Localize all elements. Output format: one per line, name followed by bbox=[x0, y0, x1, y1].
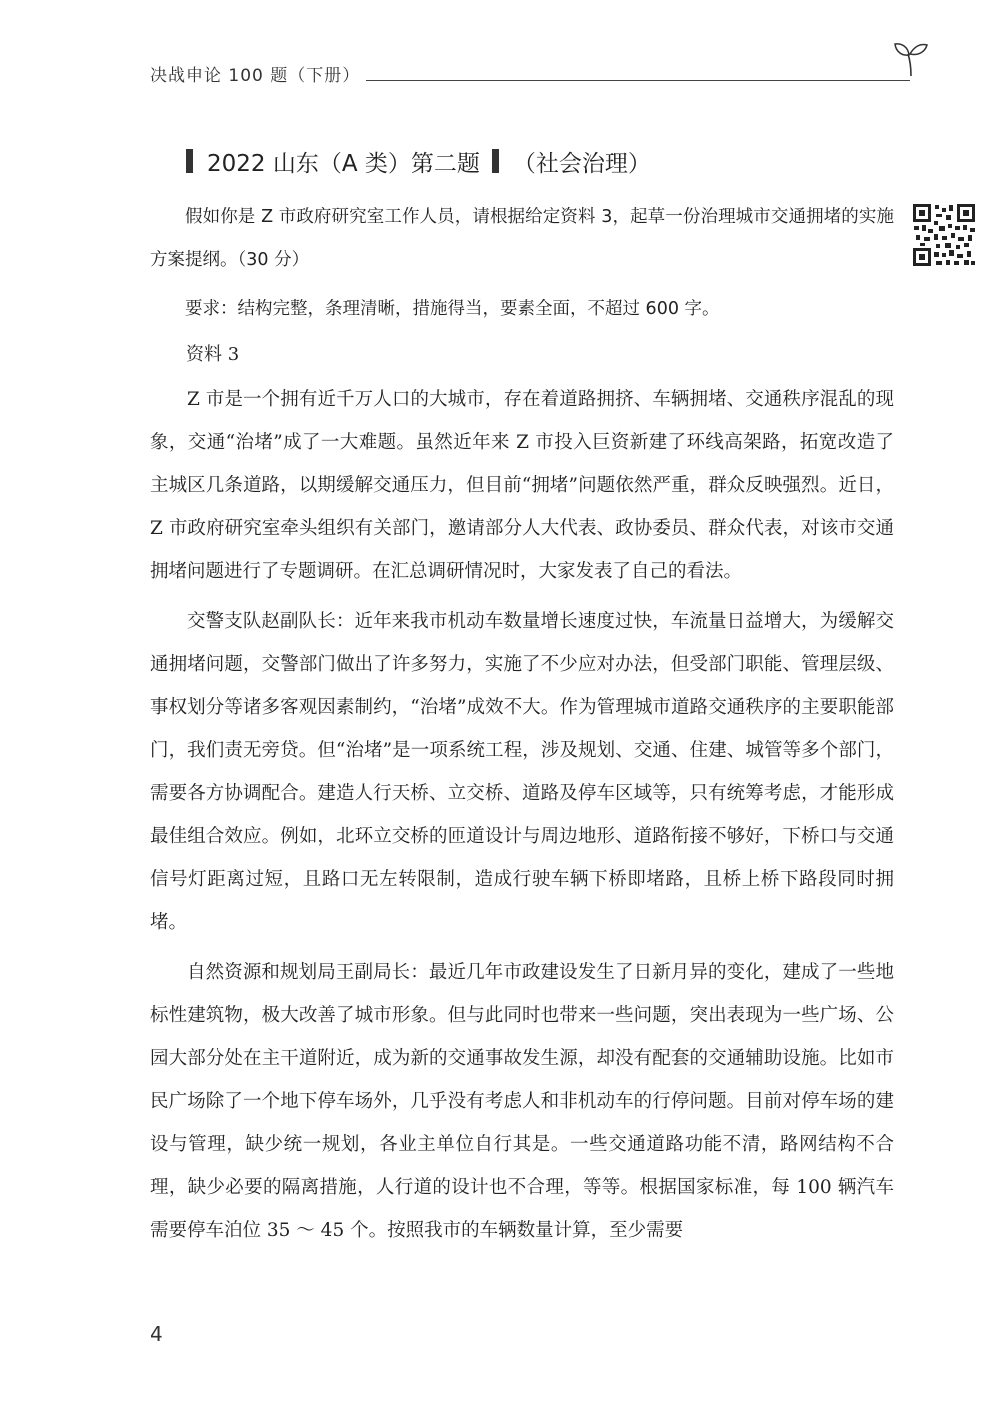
body-text bbox=[150, 196, 894, 1259]
material-paragraph: 交警支队赵副队长：近年来我市机动车数量增长速度过快，车流量日益增大，为缓解交通拥堵问题，交警部门做出了许多努力，实施了不少应对办法，但受部门职能、管理层级、事权划分等诸多客观因素制约，“治堵”成效不大。作为管理城市道路交通秩序的主要职能部门，我们责无旁贷。但“治堵”是一项系统工程，涉及规划、交通、住建、城管等多个部门，需要各方协调配合。建造人行天桥、立交桥、道路及停车区域等，只有统筹考虑，才能形成最佳组合效应。例如，北环立交桥的匝道设计与周边地形、道路衔接不够好，下桥口与交通信号灯距离过短，且路口无左转限制，造成行驶车辆下桥即堵路，且桥上桥下路段同时拥堵。 bbox=[150, 611, 894, 933]
material-paragraph: Z 市是一个拥有近千万人口的大城市，存在着道路拥挤、车辆拥堵、交通秩序混乱的现象，交通“治堵”成了一大难题。虽然近年来 Z 市投入巨资新建了环线高架路，拓宽改造了主城区几条道路，以期缓解交通压力，但目前“拥堵”问题依然严重，群众反映强烈。近日，Z 市政府研究室牵头组织有关部门，邀请部分人大代表、政协委员、群众代表，对该市交通拥堵问题进行了专题调研。在汇总调研情况时，大家发表了自己的看法。 bbox=[150, 389, 894, 582]
question-prompt: 假如你是 Z 市政府研究室工作人员，请根据给定资料 3，起草一份治理城市交通拥堵的实施方案提纲。（30 分） bbox=[150, 207, 894, 270]
heading-bar-marker bbox=[186, 149, 193, 173]
running-header bbox=[150, 58, 910, 88]
answer-requirements: 要求：结构完整，条理清晰，措施得当，要素全面，不超过 600 字。 bbox=[185, 299, 720, 319]
heading-bar-marker bbox=[492, 149, 499, 173]
exam-title: 2022 山东（A 类）第二题 bbox=[207, 150, 480, 177]
material-label: 资料 3 bbox=[186, 344, 240, 365]
qr-code bbox=[912, 203, 976, 267]
page-number: 4 bbox=[150, 1322, 163, 1346]
material-paragraph: 自然资源和规划局王副局长：最近几年市政建设发生了日新月异的变化，建成了一些地标性建筑物，极大改善了城市形象。但与此同时也带来一些问题，突出表现为一些广场、公园大部分处在主干道附近，成为新的交通事故发生源，却没有配套的交通辅助设施。比如市民广场除了一个地下停车场外，几乎没有考虑人和非机动车的行停问题。目前对停车场的建设与管理，缺少统一规划，各业主单位自行其是。一些交通道路功能不清，路网结构不合理，缺少必要的隔离措施，人行道的设计也不合理，等等。根据国家标准，每 100 辆汽车需要停车泊位 35 ～ 45 个。按照我市的车辆数量计算，至少需要 bbox=[150, 962, 894, 1241]
section-heading bbox=[186, 141, 651, 181]
topic-category: （社会治理） bbox=[512, 150, 651, 177]
book-title: 决战申论 100 题（下册） bbox=[150, 65, 361, 86]
header-rule bbox=[366, 66, 910, 81]
sprout-icon bbox=[892, 38, 930, 78]
